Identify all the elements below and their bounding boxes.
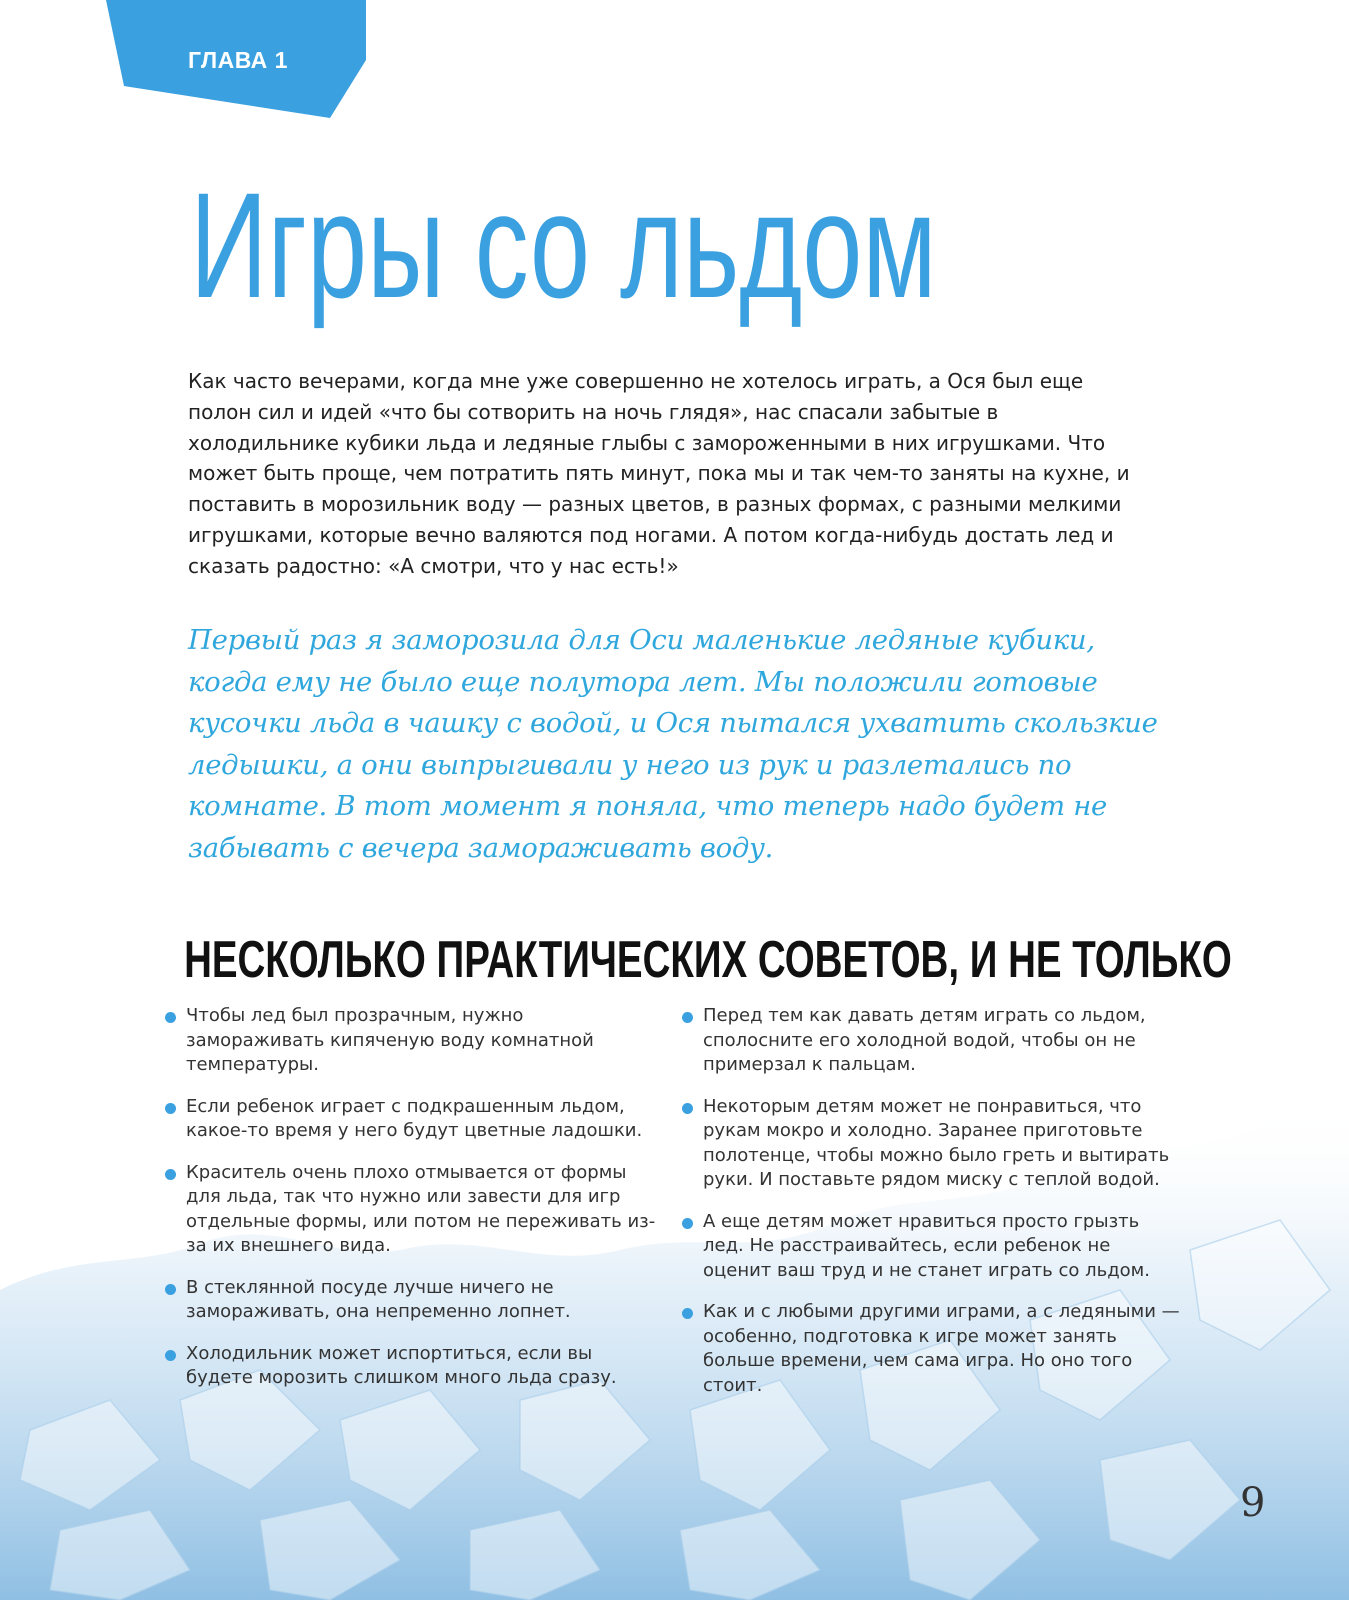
bullet-icon	[165, 1012, 176, 1023]
quote-paragraph: Первый раз я заморозила для Оси маленькие ледяные кубики, когда ему не было еще полутора лет. Мы положили готовые кусочки льда в чашку с водой, и Ося пытался ухватить скользкие ледышки, а они выпрыгивали у него из рук и разлетались по комнате. В тот момент я поняла, что теперь надо будет не забывать с вечера замораживать воду.	[188, 624, 1158, 864]
bullet-icon	[682, 1103, 693, 1114]
tip-item	[186, 1276, 656, 1325]
tip-text: Перед тем как давать детям играть со льдом, сполосните его холодной водой, чтобы он не примерзал к пальцам.	[703, 1005, 1146, 1075]
tip-text: Чтобы лед был прозрачным, нужно замораживать кипяченую воду комнатной температуры.	[186, 1005, 594, 1075]
tip-text: Холодильник может испортиться, если вы будете морозить слишком много льда сразу.	[186, 1342, 617, 1388]
bullet-icon	[165, 1350, 176, 1361]
bullet-icon	[682, 1218, 693, 1229]
tips-heading-text: НЕСКОЛЬКО ПРАКТИЧЕСКИХ СОВЕТОВ, И НЕ ТОЛЬКО	[184, 931, 1232, 989]
tip-item	[186, 1095, 656, 1144]
tip-text: Как и с любыми другими играми, а с ледяными — особенно, подготовка к игре может занять больше времени, чем сама игра. Но оно того стоит.	[703, 1301, 1180, 1396]
bullet-icon	[682, 1308, 693, 1319]
tips-heading	[0, 932, 1349, 988]
tip-text: А еще детям может нравиться просто грызть лед. Не расстраивайтесь, если ребенок не оценит ваш труд и не станет играть со льдом.	[703, 1210, 1150, 1281]
bullet-icon	[682, 1012, 693, 1023]
tip-item	[186, 1004, 656, 1078]
tip-item	[186, 1161, 656, 1259]
bullet-icon	[165, 1103, 176, 1114]
chapter-label: ГЛАВА 1	[188, 47, 288, 73]
page-number: 9	[1240, 1480, 1266, 1526]
tip-text: В стеклянной посуде лучше ничего не замораживать, она непременно лопнет.	[186, 1276, 571, 1322]
bullet-icon	[165, 1284, 176, 1295]
tip-item	[703, 1210, 1183, 1284]
tip-text: Некоторым детям может не понравиться, что рукам мокро и холодно. Заранее приготовьте полотенце, чтобы можно было греть и вытирать руки. И поставьте рядом миску с теплой водой.	[703, 1095, 1170, 1190]
tip-item	[703, 1095, 1183, 1193]
tip-item	[186, 1342, 656, 1391]
page-title: Игры со льдом	[190, 161, 937, 329]
bullet-icon	[165, 1169, 176, 1180]
intro-paragraph: Как часто вечерами, когда мне уже совершенно не хотелось играть, а Ося был еще полон сил и идей «что бы сотворить на ночь глядя», нас спасали забытые в холодильнике кубики льда и ледяные глыбы с замороженными в них игрушками. Что может быть проще, чем потратить пять минут, пока мы и так чем-то заняты на кухне, и поставить в морозильник воду — разных цветов, в разных формах, с разными мелкими игрушками, которые вечно валяются под ногами. А потом когда-нибудь достать лед и сказать радостно: «А смотри, что у нас есть!»	[188, 369, 1130, 578]
tip-text: Если ребенок играет с подкрашенным льдом, какое-то время у него будут цветные ладошки.	[186, 1095, 643, 1141]
tip-text: Краситель очень плохо отмывается от формы для льда, так что нужно или завести для игр отдельные формы, или потом не переживать из-за их внешнего вида.	[186, 1161, 656, 1256]
tips-list-left	[186, 1004, 656, 1408]
tip-item	[703, 1300, 1183, 1398]
tip-item	[703, 1004, 1183, 1078]
tips-list-right	[703, 1004, 1183, 1415]
chapter-tab	[106, 0, 374, 118]
